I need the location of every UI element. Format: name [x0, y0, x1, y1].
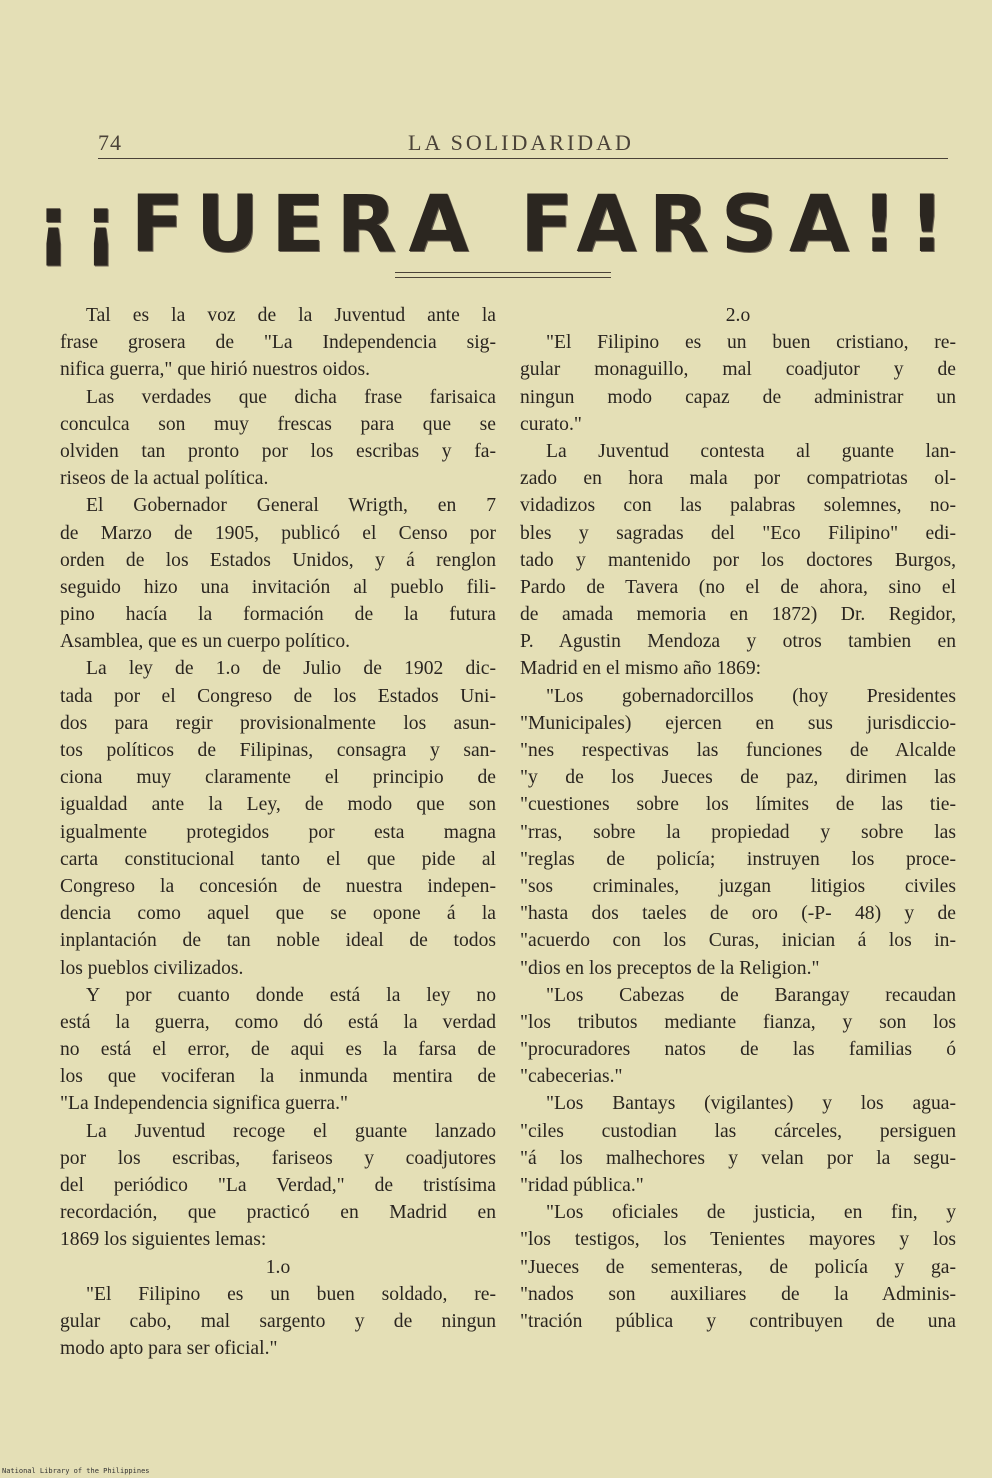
text-line: "sos criminales, juzgan litigios civiles: [520, 875, 956, 897]
text-line: nifica guerra," que hirió nuestros oidos.: [60, 359, 370, 381]
text-line: los pueblos civilizados.: [60, 957, 244, 979]
text-line: de amada memoria en 1872) Dr. Regidor,: [520, 604, 956, 626]
library-attribution: National Library of the Philippines: [2, 1467, 150, 1475]
text-line: "tración pública y contribuyen de una: [520, 1310, 956, 1332]
text-line: Congreso la concesión de nuestra indepen-: [60, 875, 496, 897]
text-line: gular cabo, mal sargento y de ningun: [60, 1310, 496, 1332]
text-line: igualdad ante la Ley, de modo que son: [60, 794, 496, 816]
text-line: Y por cuanto donde está la ley no: [86, 984, 496, 1006]
text-line: "hasta dos taeles de oro (-P- 48) y de: [520, 903, 956, 925]
text-line: "cuestiones sobre los límites de las tie-: [520, 794, 956, 816]
text-line: gular monaguillo, mal coadjutor y de: [520, 359, 956, 381]
text-line: igualmente protegidos por esta magna: [60, 821, 496, 843]
text-line: "acuerdo con los Curas, inician á los in-: [520, 930, 956, 952]
text-line: "ridad pública.": [520, 1175, 644, 1196]
section-number: 1.o: [265, 1256, 291, 1278]
text-line: seguido hizo una invitación al pueblo fili-: [60, 576, 496, 598]
text-line: Madrid en el mismo año 1869:: [520, 658, 762, 680]
text-line: tos políticos de Filipinas, consagra y san-: [60, 740, 496, 761]
text-line: Asamblea, que es un cuerpo político.: [60, 631, 351, 653]
text-line: El Gobernador General Wrigth, en 7: [86, 495, 496, 517]
text-line: "Municipales) ejercen en sus jurisdiccio-: [520, 712, 956, 734]
text-line: Las verdades que dicha frase farisaica: [86, 386, 496, 408]
text-line: "nados son auxiliares de la Adminis-: [520, 1283, 956, 1305]
text-line: "cabecerias.": [520, 1066, 623, 1088]
text-line: bles y sagradas del "Eco Filipino" edi-: [520, 522, 956, 544]
text-line: La ley de 1.o de Julio de 1902 dic-: [86, 658, 496, 680]
text-line: vidadizos con las palabras solemnes, no-: [520, 495, 956, 517]
text-line: orden de los Estados Unidos, y á renglon: [60, 549, 496, 571]
left-column: [60, 302, 496, 1362]
text-line: P. Agustin Mendoza y otros tambien en: [520, 631, 956, 653]
text-line: modo apto para ser oficial.": [60, 1338, 278, 1360]
text-line: tada por el Congreso de los Estados Uni-: [60, 685, 496, 707]
text-line: "ciles custodian las cárceles, persiguen: [520, 1120, 956, 1142]
text-line: los que vociferan la inmunda mentira de: [60, 1066, 496, 1088]
text-line: zado en hora mala por compatriotas ol-: [520, 468, 956, 490]
text-line: está la guerra, como dó está la verdad: [60, 1011, 496, 1033]
text-line: "los tributos mediante fianza, y son los: [520, 1011, 956, 1033]
text-line: del periódico "La Verdad," de tristísima: [60, 1175, 496, 1196]
text-line: "procuradores natos de las familias ó: [520, 1039, 956, 1061]
title-rule-bottom: [395, 277, 611, 278]
text-line: no está el error, de aqui es la farsa de: [60, 1039, 496, 1061]
section-number: 2.o: [725, 305, 751, 326]
text-line: "y de los Jueces de paz, dirimen las: [520, 767, 956, 789]
text-line: La Juventud contesta al guante lan-: [546, 440, 956, 462]
text-line: olviden tan pronto por los escribas y fa-: [60, 440, 496, 462]
text-line: riseos de la actual política.: [60, 468, 269, 490]
right-column: [520, 302, 956, 1335]
text-line: "Los Bantays (vigilantes) y los agua-: [546, 1093, 956, 1115]
text-line: ciona muy claramente el principio de: [60, 767, 496, 789]
text-line: "nes respectivas las funciones de Alcalde: [520, 740, 956, 761]
text-line: La Juventud recoge el guante lanzado: [86, 1120, 496, 1142]
text-line: "El Filipino es un buen soldado, re-: [86, 1283, 496, 1305]
text-line: tado y mantenido por los doctores Burgos,: [520, 549, 956, 571]
text-line: inplantación de tan noble ideal de todos: [60, 930, 496, 952]
page-number: 74: [98, 130, 122, 155]
text-line: de Marzo de 1905, publicó el Censo por: [60, 522, 496, 544]
text-line: carta constitucional tanto el que pide al: [60, 848, 496, 870]
text-line: frase grosera de "La Independencia sig-: [60, 332, 496, 354]
text-line: curato.": [520, 413, 582, 435]
text-line: ningun modo capaz de administrar un: [520, 386, 956, 408]
page-header: [98, 130, 948, 159]
text-line: "Jueces de sementeras, de policía y ga-: [520, 1256, 956, 1278]
text-line: "reglas de policía; instruyen los proce-: [520, 848, 956, 870]
text-line: "El Filipino es un buen cristiano, re-: [546, 332, 956, 354]
title-rule-top: [395, 272, 611, 273]
text-line: "dios en los preceptos de la Religion.": [520, 957, 820, 979]
text-line: recordación, que practicó en Madrid en: [60, 1202, 496, 1224]
article-title: ¡¡FUERA FARSA!!: [35, 180, 957, 270]
text-line: Pardo de Tavera (no el de ahora, sino el: [520, 576, 956, 598]
text-line: pino hacía la formación de la futura: [60, 604, 496, 626]
running-title: LA SOLIDARIDAD: [408, 130, 634, 155]
text-line: dencia como aquel que se opone á la: [60, 903, 496, 925]
text-line: "Los oficiales de justicia, en fin, y: [546, 1202, 956, 1224]
text-line: dos para regir provisionalmente los asun-: [60, 712, 496, 734]
text-line: por los escribas, fariseos y coadjutores: [60, 1147, 496, 1169]
text-line: "los testigos, los Tenientes mayores y los: [520, 1229, 956, 1251]
text-line: "La Independencia significa guerra.": [60, 1093, 348, 1115]
text-line: "Los gobernadorcillos (hoy Presidentes: [546, 685, 956, 707]
text-line: Tal es la voz de la Juventud ante la: [86, 305, 496, 326]
text-line: "rras, sobre la propiedad y sobre las: [520, 821, 956, 843]
text-line: "Los Cabezas de Barangay recaudan: [546, 984, 956, 1006]
text-line: "á los malhechores y velan por la segu-: [520, 1147, 956, 1169]
text-line: 1869 los siguientes lemas:: [60, 1229, 267, 1251]
text-line: conculca son muy frescas para que se: [60, 413, 496, 435]
